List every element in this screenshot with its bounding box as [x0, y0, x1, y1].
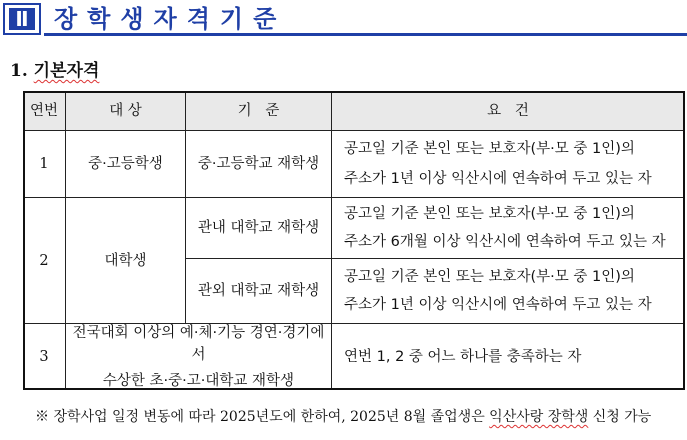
row1-requirements — [332, 131, 685, 198]
section-title: 기본자격 — [33, 61, 100, 81]
roman-numeral: Ⅱ — [9, 8, 35, 30]
row1-req-line2: 주소가 1년 이상 익산시에 연속하여 두고 있는 자 — [344, 171, 652, 187]
header-requirements: 요 건 — [332, 91, 685, 131]
row3-requirements: 연번 1, 2 중 어느 하나를 충족하는 자 — [332, 324, 685, 390]
row2b-req-line1: 공고일 기준 본인 또는 보호자(부·모 중 1인)의 — [344, 269, 635, 285]
row3-no: 3 — [23, 324, 66, 390]
row3-target-line1: 전국대회 이상의 예·체·기능 경연·경기에서 — [72, 324, 325, 363]
row2a-criteria: 관내 대학교 재학생 — [186, 198, 332, 259]
section-number: 1. — [10, 61, 28, 81]
footnote-text: ※ 장학사업 일정 변동에 따라 2025년도에 한하여, 2025년 8월 졸업생은 — [35, 409, 490, 425]
row2-no: 2 — [23, 198, 66, 324]
row1-req-line1: 공고일 기준 본인 또는 보호자(부·모 중 1인)의 — [344, 141, 635, 157]
footnote-underlined: 익산사랑 장학생 — [489, 409, 589, 425]
row3-target-line2: 수상한 초·중·고·대학교 재학생 — [102, 372, 295, 389]
row1-target: 중·고등학생 — [66, 131, 186, 198]
row1-no: 1 — [23, 131, 66, 198]
row2a-req-line2: 주소가 6개월 이상 익산시에 연속하여 두고 있는 자 — [344, 234, 666, 250]
row2a-req-line1: 공고일 기준 본인 또는 보호자(부·모 중 1인)의 — [344, 206, 635, 222]
header-target: 대 상 — [66, 91, 186, 131]
row2b-requirements — [332, 259, 685, 324]
row2-target: 대학생 — [66, 198, 186, 324]
roman-numeral-badge — [3, 3, 41, 35]
section-header — [2, 2, 685, 34]
row2b-req-line2: 주소가 1년 이상 익산시에 연속하여 두고 있는 자 — [344, 297, 652, 313]
row3-target — [66, 324, 332, 390]
footnote — [35, 406, 651, 426]
header-criteria: 기 준 — [186, 91, 332, 131]
row2b-criteria: 관외 대학교 재학생 — [186, 259, 332, 324]
page-title: 장학생자격기준 — [54, 5, 287, 33]
footnote-suffix: 신청 가능 — [588, 409, 652, 425]
title-underline — [44, 33, 687, 36]
row2a-requirements — [332, 198, 685, 259]
row1-criteria: 중·고등학교 재학생 — [186, 131, 332, 198]
section-heading — [10, 56, 99, 81]
header-no: 연번 — [23, 91, 66, 131]
eligibility-table — [23, 91, 685, 390]
